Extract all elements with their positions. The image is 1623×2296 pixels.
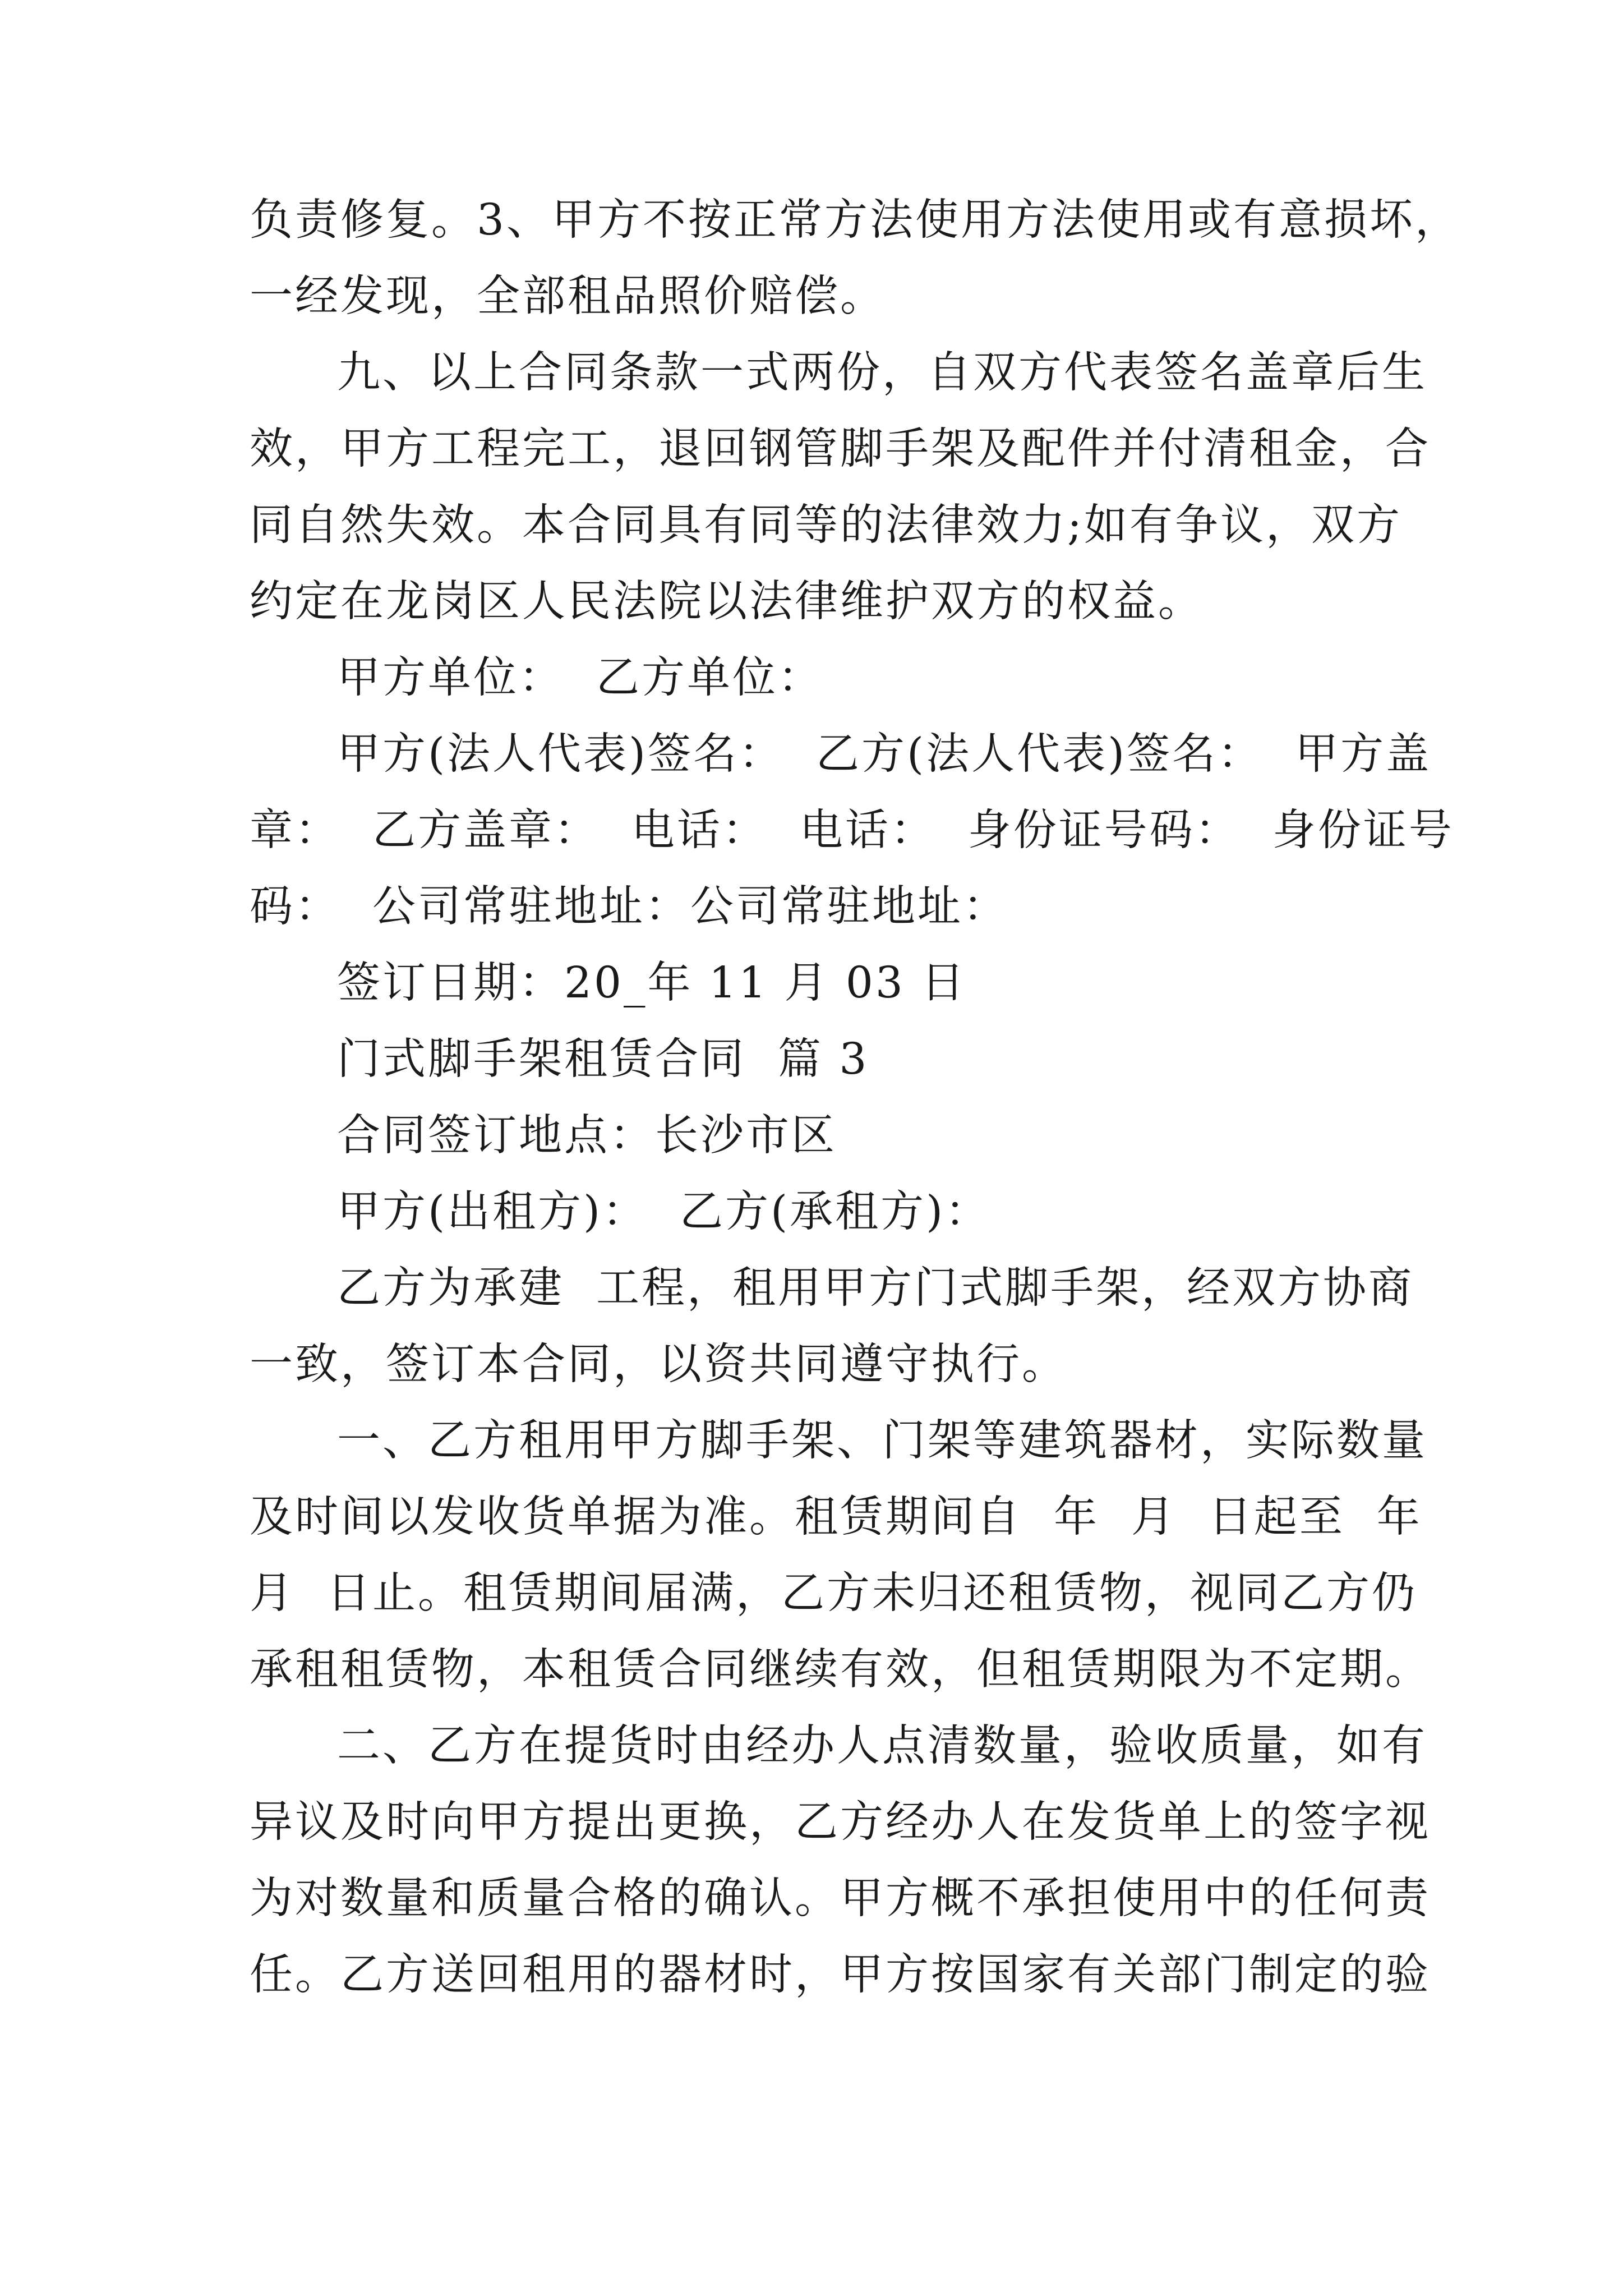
text-line: 九、以上合同条款一式两份，自双方代表签名盖章后生 <box>337 348 1427 398</box>
text-line: 甲方(法人代表)签名： 乙方(法人代表)签名： 甲方盖 <box>337 729 1432 779</box>
text-line: 甲方(出租方)： 乙方(承租方)： <box>337 1187 991 1237</box>
text-line: 负责修复。3、甲方不按正常方法使用方法使用或有意损坏， <box>250 195 1460 245</box>
text-line: 任。乙方送回租用的器材时，甲方按国家有关部门制定的验 <box>250 1950 1431 2000</box>
text-line: 月 日止。租赁期间届满，乙方未归还租赁物，视同乙方仍 <box>250 1568 1417 1618</box>
text-line: 一经发现，全部租品照价赔偿。 <box>250 272 886 321</box>
text-line: 章： 乙方盖章： 电话： 电话： 身份证号码： 身份证号 <box>250 806 1454 855</box>
text-line: 效，甲方工程完工，退回钢管脚手架及配件并付清租金，合 <box>250 424 1431 474</box>
paragraph-clause-two <box>250 1708 1431 2013</box>
paragraph-clause-one <box>250 1403 1431 1708</box>
paragraph-clause-nine <box>250 335 1431 640</box>
paragraph-signing-date <box>250 945 1377 1022</box>
text-line: 异议及时向甲方提出更换，乙方经办人在发货单上的签字视 <box>250 1797 1431 1847</box>
text-line: 签订日期：20_年 11 月 03 日 <box>337 958 967 1008</box>
text-line: 一、乙方租用甲方脚手架、门架等建筑器材，实际数量 <box>337 1416 1427 1466</box>
text-line: 同自然失效。本合同具有同等的法律效力;如有争议，双方 <box>250 500 1402 550</box>
text-line: 约定在龙岗区人民法院以法律维护双方的权益。 <box>250 577 1204 627</box>
text-line: 一致，签订本合同，以资共同遵守执行。 <box>250 1340 1067 1389</box>
text-line: 承租租赁物，本租赁合同继续有效，但租赁期限为不定期。 <box>250 1645 1431 1695</box>
paragraph-signature-block <box>250 716 1454 945</box>
contract-text-body <box>250 182 1460 2013</box>
paragraph-repair-clause <box>250 182 1460 335</box>
text-line: 码： 公司常驻地址：公司常驻地址： <box>250 882 1008 932</box>
paragraph-signing-location <box>250 1098 1377 1174</box>
text-line: 为对数量和质量合格的确认。甲方概不承担使用中的任何责 <box>250 1874 1431 1924</box>
text-line: 乙方为承建 工程，租用甲方门式脚手架，经双方协商 <box>337 1263 1414 1313</box>
text-line: 及时间以发收货单据为准。租赁期间自 年 月 日起至 年 <box>250 1492 1422 1542</box>
paragraph-section-title <box>250 1022 1377 1098</box>
paragraph-parties <box>250 1174 1377 1250</box>
text-line: 合同签订地点：长沙市区 <box>337 1111 837 1161</box>
section-title: 门式脚手架租赁合同 篇 3 <box>337 1034 869 1084</box>
paragraph-preamble <box>250 1250 1414 1403</box>
paragraph-party-units <box>250 640 1377 716</box>
text-line: 甲方单位： 乙方单位： <box>337 653 823 703</box>
text-line: 二、乙方在提货时由经办人点清数量，验收质量，如有 <box>337 1721 1427 1771</box>
